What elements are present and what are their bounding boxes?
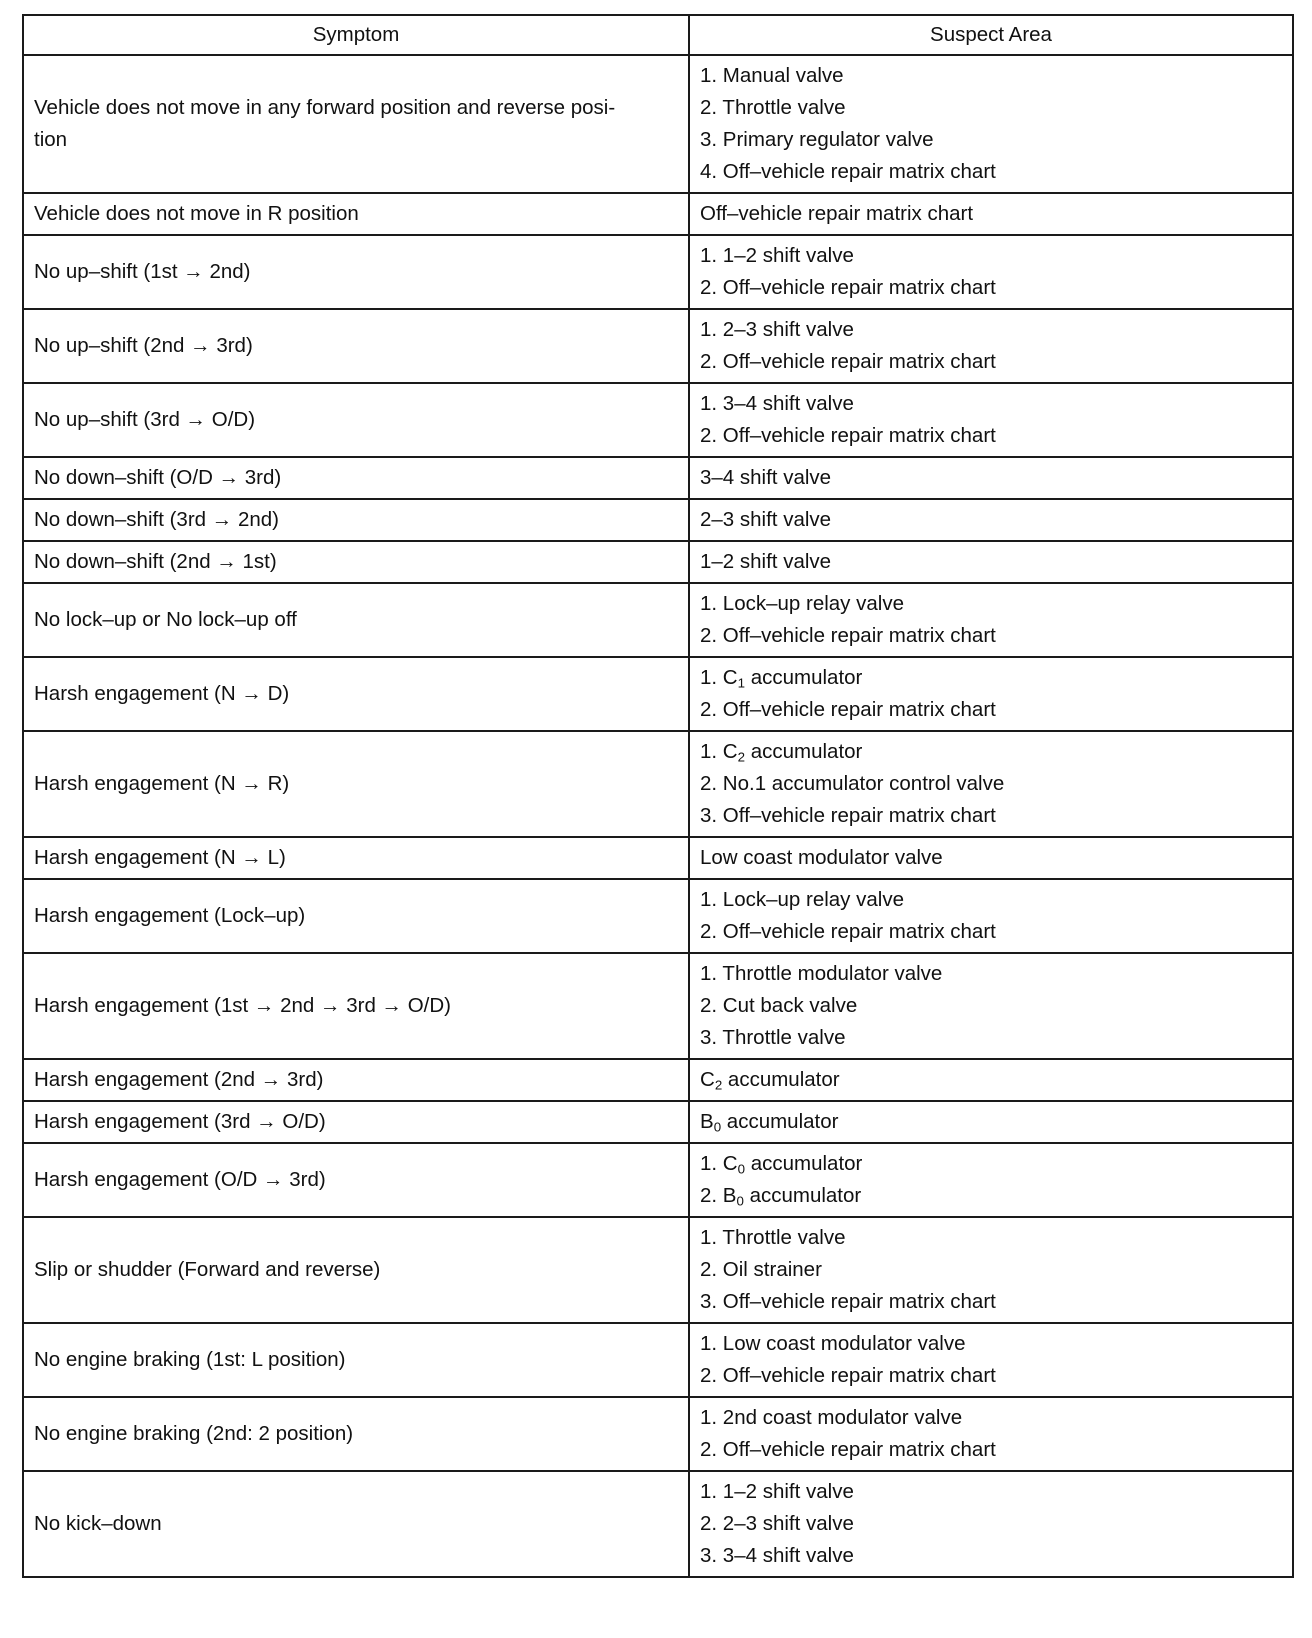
suspect-item: 1. 1–2 shift valve (700, 244, 854, 267)
suspect-item: 1. 2–3 shift valve (700, 318, 854, 341)
symptom-cell (23, 457, 689, 499)
suspect-item: 3. Primary regulator valve (700, 128, 934, 151)
table-row (23, 1143, 1293, 1217)
symptom-cell (23, 953, 689, 1059)
suspect-item: 3. Off–vehicle repair matrix chart (700, 1290, 996, 1313)
symptom-text: No kick–down (34, 1512, 162, 1535)
suspect-area-cell (689, 657, 1293, 731)
suspect-item: 2. 2–3 shift valve (700, 1512, 854, 1535)
suspect-item: 4. Off–vehicle repair matrix chart (700, 160, 996, 183)
suspect-item: Off–vehicle repair matrix chart (700, 202, 974, 225)
symptom-text: Harsh engagement (N → L) (34, 846, 286, 869)
suspect-item: 1. Manual valve (700, 64, 844, 87)
symptom-text: No up–shift (3rd → O/D) (34, 408, 256, 431)
suspect-item: 1. Throttle modulator valve (700, 962, 943, 985)
suspect-item: 1. Throttle valve (700, 1226, 846, 1249)
subscript: 0 (737, 1161, 746, 1177)
symptom-text: No engine braking (1st: L position) (34, 1348, 346, 1371)
suspect-item-text: 2. B (700, 1184, 737, 1207)
symptom-cell (23, 309, 689, 383)
symptom-cell (23, 1101, 689, 1143)
table-row (23, 55, 1293, 193)
suspect-item-text: accumulator (745, 740, 863, 763)
suspect-item-text: accumulator (743, 1184, 862, 1207)
symptom-cell (23, 55, 689, 193)
symptom-text: No down–shift (3rd → 2nd) (34, 508, 279, 531)
suspect-item: 1–2 shift valve (700, 550, 832, 573)
table-row (23, 383, 1293, 457)
symptom-cell (23, 837, 689, 879)
suspect-area-cell (689, 457, 1293, 499)
table-row (23, 457, 1293, 499)
symptom-cell (23, 235, 689, 309)
suspect-area-cell (689, 193, 1293, 235)
table-body (23, 55, 1293, 1577)
suspect-area-cell (689, 583, 1293, 657)
suspect-area-cell (689, 1143, 1293, 1217)
suspect-item: 2. Off–vehicle repair matrix chart (700, 698, 996, 721)
table-row (23, 235, 1293, 309)
symptom-cell (23, 1217, 689, 1323)
symptom-text: No up–shift (1st → 2nd) (34, 260, 251, 283)
symptom-cell (23, 193, 689, 235)
suspect-item: 2. Cut back valve (700, 994, 858, 1017)
subscript: 0 (713, 1119, 722, 1135)
suspect-area-cell (689, 1101, 1293, 1143)
subscript: 2 (737, 749, 746, 765)
symptom-text: No up–shift (2nd → 3rd) (34, 334, 253, 357)
suspect-area-cell (689, 541, 1293, 583)
table-row (23, 879, 1293, 953)
suspect-item: 3. 3–4 shift valve (700, 1544, 854, 1567)
subscript: 1 (737, 675, 746, 691)
symptom-cell (23, 1059, 689, 1101)
suspect-area-cell (689, 383, 1293, 457)
table-row (23, 1059, 1293, 1101)
suspect-area-cell (689, 1217, 1293, 1323)
suspect-area-cell (689, 1059, 1293, 1101)
suspect-item-text: 1. C (700, 740, 738, 763)
suspect-item (700, 736, 1282, 768)
suspect-area-cell (689, 879, 1293, 953)
table-row (23, 731, 1293, 837)
symptom-cell (23, 383, 689, 457)
symptom-text: Harsh engagement (O/D → 3rd) (34, 1168, 326, 1191)
suspect-item: 1. Lock–up relay valve (700, 888, 904, 911)
suspect-item: 3–4 shift valve (700, 466, 832, 489)
subscript: 0 (736, 1193, 744, 1209)
troubleshooting-table (22, 14, 1294, 1578)
table-row (23, 309, 1293, 383)
symptom-text: Harsh engagement (Lock–up) (34, 904, 306, 927)
suspect-item-text: accumulator (722, 1068, 840, 1091)
subscript: 2 (714, 1077, 723, 1093)
table-row (23, 657, 1293, 731)
suspect-item: 2. Off–vehicle repair matrix chart (700, 920, 996, 943)
suspect-item: 2. Off–vehicle repair matrix chart (700, 1438, 996, 1461)
symptom-text: tion (34, 128, 68, 151)
symptom-text: Vehicle does not move in any forward position and reverse posi- (34, 96, 616, 119)
symptom-cell (23, 583, 689, 657)
table-row (23, 953, 1293, 1059)
symptom-cell (23, 657, 689, 731)
symptom-cell (23, 1323, 689, 1397)
table-row (23, 1217, 1293, 1323)
symptom-cell (23, 541, 689, 583)
table-row (23, 1397, 1293, 1471)
suspect-area-cell (689, 55, 1293, 193)
suspect-item (700, 1180, 1282, 1212)
symptom-text: Harsh engagement (N → D) (34, 682, 290, 705)
table-row (23, 1471, 1293, 1577)
suspect-item: 1. 2nd coast modulator valve (700, 1406, 963, 1429)
suspect-item: 2. Off–vehicle repair matrix chart (700, 624, 996, 647)
suspect-item: 2. Off–vehicle repair matrix chart (700, 350, 996, 373)
table-row (23, 1323, 1293, 1397)
suspect-area-cell (689, 953, 1293, 1059)
table-row (23, 499, 1293, 541)
suspect-area-header: Suspect Area (689, 15, 1293, 55)
suspect-area-cell (689, 1397, 1293, 1471)
symptom-text: No down–shift (O/D → 3rd) (34, 466, 282, 489)
suspect-item: 3. Throttle valve (700, 1026, 846, 1049)
suspect-item: 2. No.1 accumulator control valve (700, 772, 1005, 795)
suspect-area-cell (689, 235, 1293, 309)
suspect-item: 2. Off–vehicle repair matrix chart (700, 424, 996, 447)
suspect-item: 1. Low coast modulator valve (700, 1332, 966, 1355)
suspect-item-text: C (700, 1068, 715, 1091)
suspect-item: 2. Off–vehicle repair matrix chart (700, 1364, 996, 1387)
symptom-text: No lock–up or No lock–up off (34, 608, 297, 631)
suspect-item-text: B (700, 1110, 714, 1133)
symptom-header: Symptom (23, 15, 689, 55)
suspect-item-text: 1. C (700, 1152, 738, 1175)
suspect-item: 1. 1–2 shift valve (700, 1480, 854, 1503)
table-row (23, 1101, 1293, 1143)
suspect-item (700, 1106, 1282, 1138)
suspect-area-cell (689, 1323, 1293, 1397)
document-page (22, 14, 1292, 1578)
symptom-cell (23, 879, 689, 953)
suspect-area-cell (689, 731, 1293, 837)
table-row (23, 193, 1293, 235)
suspect-item-text: accumulator (745, 1152, 863, 1175)
symptom-text: Harsh engagement (N → R) (34, 772, 290, 795)
suspect-item: 1. 3–4 shift valve (700, 392, 854, 415)
symptom-cell (23, 1471, 689, 1577)
symptom-text: Harsh engagement (2nd → 3rd) (34, 1068, 324, 1091)
suspect-item-text: accumulator (745, 666, 863, 689)
symptom-text: No engine braking (2nd: 2 position) (34, 1422, 354, 1445)
symptom-cell (23, 499, 689, 541)
table-row (23, 583, 1293, 657)
symptom-cell (23, 1143, 689, 1217)
suspect-item: 2–3 shift valve (700, 508, 832, 531)
table-header-row (23, 15, 1293, 55)
suspect-area-cell (689, 837, 1293, 879)
table-row (23, 837, 1293, 879)
symptom-text: Vehicle does not move in R position (34, 202, 359, 225)
suspect-area-cell (689, 309, 1293, 383)
symptom-text: Harsh engagement (1st → 2nd → 3rd → O/D) (34, 994, 452, 1017)
suspect-area-cell (689, 1471, 1293, 1577)
symptom-text: Harsh engagement (3rd → O/D) (34, 1110, 326, 1133)
suspect-item: 2. Oil strainer (700, 1258, 822, 1281)
symptom-cell (23, 731, 689, 837)
symptom-cell (23, 1397, 689, 1471)
table-row (23, 541, 1293, 583)
symptom-text: No down–shift (2nd → 1st) (34, 550, 277, 573)
suspect-area-cell (689, 499, 1293, 541)
suspect-item-text: accumulator (721, 1110, 839, 1133)
suspect-item (700, 662, 1282, 694)
suspect-item-text: 1. C (700, 666, 738, 689)
symptom-text: Slip or shudder (Forward and reverse) (34, 1258, 381, 1281)
suspect-item: 1. Lock–up relay valve (700, 592, 904, 615)
suspect-item (700, 1064, 1282, 1096)
suspect-item: 2. Off–vehicle repair matrix chart (700, 276, 996, 299)
suspect-item: Low coast modulator valve (700, 846, 943, 869)
suspect-item: 3. Off–vehicle repair matrix chart (700, 804, 996, 827)
suspect-item: 2. Throttle valve (700, 96, 846, 119)
suspect-item (700, 1148, 1282, 1180)
